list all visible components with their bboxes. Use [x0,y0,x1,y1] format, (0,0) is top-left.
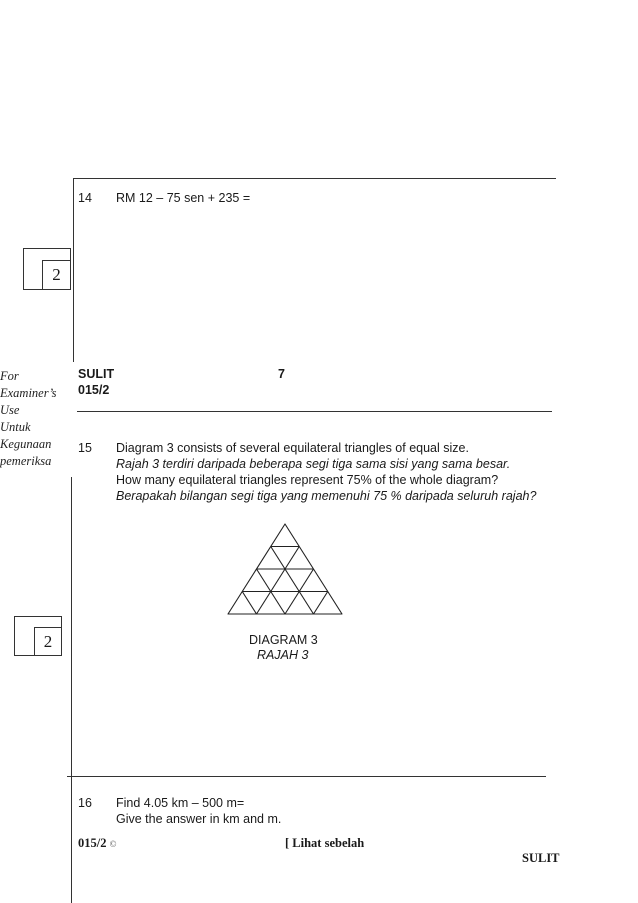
footer-code: 015/2 [78,836,107,850]
q15-line-malay-2: Berapakah bilangan segi tiga yang memenuhi 75 % daripada seluruh rajah? [116,489,537,503]
header-paper-code: 015/2 [78,383,110,397]
footer-turn-over: [ Lihat sebelah [285,836,365,850]
marks-value: 2 [43,631,53,651]
examiner-label-line: Use [0,403,20,417]
triangle-diagram [226,522,346,618]
examiner-label-line: Untuk [0,420,31,434]
examiner-label-line: For [0,369,19,383]
diagram-caption: DIAGRAM 3 [249,633,318,647]
marks-value: 2 [52,265,61,284]
header-rule [77,411,552,412]
top-rule [74,178,556,179]
marks-box-q15-score[interactable] [34,627,62,656]
diagram-caption-malay: RAJAH 3 [257,648,309,662]
question-14-number: 14 [78,191,92,205]
question-14-text: RM 12 – 75 sen + 235 = [116,191,251,205]
question-16-text [116,795,281,827]
copyright-symbol: © [109,839,117,849]
question-15-text [116,440,576,504]
margin-line-bottom [71,477,72,903]
footer-sulit: SULIT [522,851,560,865]
footer-paper-code [78,836,116,851]
section-rule [67,776,546,777]
examiner-label-line: Examiner’s [0,386,57,400]
question-16-number: 16 [78,796,92,810]
examiner-use-label [0,368,56,470]
margin-line-top [73,178,74,362]
q16-line-1: Find 4.05 km – 500 m= [116,796,245,810]
header-sulit: SULIT [78,367,115,381]
q16-line-2: Give the answer in km and m. [116,812,282,826]
q15-line-malay-1: Rajah 3 terdiri daripada beberapa segi tiga sama sisi yang sama besar. [116,457,511,471]
q15-line-english-2: How many equilateral triangles represent 75% of the whole diagram? [116,473,499,487]
header-page-number: 7 [278,367,285,381]
marks-box-q14-score[interactable] [42,260,71,290]
q15-line-english-1: Diagram 3 consists of several equilateral triangles of equal size. [116,441,469,455]
examiner-label-line: Kegunaan [0,437,52,451]
question-15-number: 15 [78,441,92,455]
examiner-label-line: pemeriksa [0,454,52,468]
